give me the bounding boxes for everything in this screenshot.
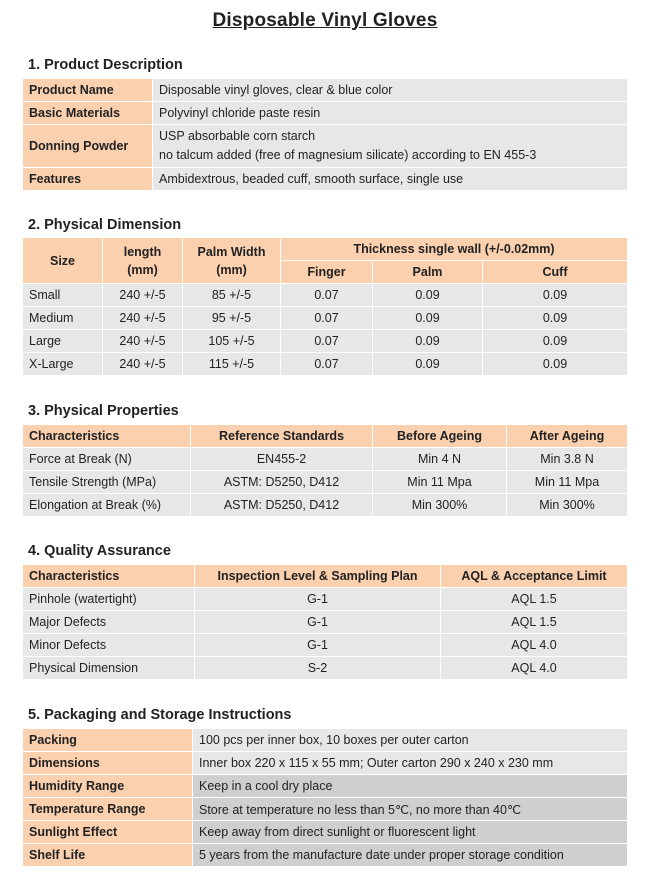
row-value: 100 pcs per inner box, 10 boxes per outer carton <box>193 729 628 752</box>
row-value: Keep in a cool dry place <box>193 775 628 798</box>
section-heading-physical-properties: 3. Physical Properties <box>28 403 179 419</box>
table-row <box>23 471 628 494</box>
cell: Tensile Strength (MPa) <box>23 471 191 494</box>
row-value-line: USP absorbable corn starch <box>159 129 316 143</box>
cell: Pinhole (watertight) <box>23 588 195 611</box>
table-row <box>23 79 628 102</box>
cell: AQL 4.0 <box>441 634 628 657</box>
cell-cuff: 0.09 <box>483 330 628 353</box>
cell-palm: 0.09 <box>373 330 483 353</box>
cell: Minor Defects <box>23 634 195 657</box>
cell-size: Large <box>23 330 103 353</box>
table-row <box>23 657 628 680</box>
table-header-row <box>23 425 628 448</box>
cell-palm: 0.09 <box>373 353 483 376</box>
table-row <box>23 125 628 168</box>
table-row <box>23 448 628 471</box>
section-heading-packaging-storage: 5. Packaging and Storage Instructions <box>28 707 292 723</box>
table-row <box>23 729 628 752</box>
cell: Min 300% <box>507 494 628 517</box>
row-label: Shelf Life <box>23 844 193 867</box>
table-row <box>23 102 628 125</box>
column-header: Inspection Level & Sampling Plan <box>195 565 441 588</box>
column-header-length <box>103 238 183 284</box>
cell-finger: 0.07 <box>281 353 373 376</box>
row-label: Product Name <box>23 79 153 102</box>
cell-cuff: 0.09 <box>483 284 628 307</box>
cell: Min 3.8 N <box>507 448 628 471</box>
row-label: Basic Materials <box>23 102 153 125</box>
table-row <box>23 634 628 657</box>
cell-finger: 0.07 <box>281 307 373 330</box>
cell-length: 240 +/-5 <box>103 353 183 376</box>
quality-assurance-table <box>22 564 628 680</box>
row-label: Temperature Range <box>23 798 193 821</box>
column-header-finger: Finger <box>281 261 373 284</box>
row-value: Polyvinyl chloride paste resin <box>153 102 628 125</box>
column-header: Reference Standards <box>191 425 373 448</box>
table-row <box>23 168 628 191</box>
table-row <box>23 798 628 821</box>
section-heading-product-description: 1. Product Description <box>28 57 183 73</box>
row-label: Packing <box>23 729 193 752</box>
cell-finger: 0.07 <box>281 284 373 307</box>
column-header-palm-width-line: Palm Width <box>197 244 266 259</box>
table-row <box>23 353 628 376</box>
cell: Physical Dimension <box>23 657 195 680</box>
column-header-cuff: Cuff <box>483 261 628 284</box>
column-header: Characteristics <box>23 425 191 448</box>
row-value: Inner box 220 x 115 x 55 mm; Outer carton 290 x 240 x 230 mm <box>193 752 628 775</box>
table-row <box>23 284 628 307</box>
cell-length: 240 +/-5 <box>103 284 183 307</box>
row-label: Donning Powder <box>23 125 153 168</box>
packaging-storage-table <box>22 728 628 867</box>
cell-palm-width: 105 +/-5 <box>183 330 281 353</box>
cell: AQL 4.0 <box>441 657 628 680</box>
cell-size: X-Large <box>23 353 103 376</box>
column-header: Characteristics <box>23 565 195 588</box>
row-label: Dimensions <box>23 752 193 775</box>
table-row <box>23 611 628 634</box>
table-header-row <box>23 238 628 261</box>
table-row <box>23 588 628 611</box>
row-label: Sunlight Effect <box>23 821 193 844</box>
table-row <box>23 307 628 330</box>
table-row <box>23 844 628 867</box>
column-header-palm: Palm <box>373 261 483 284</box>
cell: Min 300% <box>373 494 507 517</box>
cell: G-1 <box>195 611 441 634</box>
row-value <box>153 125 628 168</box>
cell: G-1 <box>195 634 441 657</box>
document-title: Disposable Vinyl Gloves <box>212 10 438 31</box>
cell: G-1 <box>195 588 441 611</box>
column-header-length-unit: (mm) <box>127 262 158 277</box>
cell: AQL 1.5 <box>441 588 628 611</box>
section-heading-quality-assurance: 4. Quality Assurance <box>28 543 171 559</box>
cell: Min 4 N <box>373 448 507 471</box>
column-header-thickness: Thickness single wall (+/-0.02mm) <box>281 238 628 261</box>
cell: Elongation at Break (%) <box>23 494 191 517</box>
cell-palm: 0.09 <box>373 307 483 330</box>
column-header-size: Size <box>23 238 103 284</box>
cell-palm-width: 115 +/-5 <box>183 353 281 376</box>
column-header: After Ageing <box>507 425 628 448</box>
row-value: Store at temperature no less than 5℃, no more than 40℃ <box>193 798 628 821</box>
physical-dimension-table <box>22 237 628 376</box>
cell: AQL 1.5 <box>441 611 628 634</box>
cell: S-2 <box>195 657 441 680</box>
cell-palm-width: 95 +/-5 <box>183 307 281 330</box>
column-header-palm-width <box>183 238 281 284</box>
cell-length: 240 +/-5 <box>103 330 183 353</box>
table-row <box>23 775 628 798</box>
column-header: AQL & Acceptance Limit <box>441 565 628 588</box>
row-value: Disposable vinyl gloves, clear & blue color <box>153 79 628 102</box>
column-header: Before Ageing <box>373 425 507 448</box>
cell: ASTM: D5250, D412 <box>191 494 373 517</box>
cell-cuff: 0.09 <box>483 307 628 330</box>
cell-palm: 0.09 <box>373 284 483 307</box>
cell-length: 240 +/-5 <box>103 307 183 330</box>
cell: Major Defects <box>23 611 195 634</box>
row-value: Keep away from direct sunlight or fluorescent light <box>193 821 628 844</box>
row-value: 5 years from the manufacture date under proper storage condition <box>193 844 628 867</box>
table-row <box>23 330 628 353</box>
row-label: Features <box>23 168 153 191</box>
table-row <box>23 494 628 517</box>
column-header-palm-width-unit: (mm) <box>216 262 247 277</box>
product-description-table <box>22 78 628 191</box>
table-header-row <box>23 565 628 588</box>
cell-size: Small <box>23 284 103 307</box>
column-header-length-line: length <box>123 244 162 259</box>
cell-finger: 0.07 <box>281 330 373 353</box>
table-row <box>23 752 628 775</box>
row-value-line: no talcum added (free of magnesium silicate) according to EN 455-3 <box>159 148 537 162</box>
physical-properties-table <box>22 424 628 517</box>
cell: Min 11 Mpa <box>507 471 628 494</box>
cell: Min 11 Mpa <box>373 471 507 494</box>
cell-palm-width: 85 +/-5 <box>183 284 281 307</box>
row-label: Humidity Range <box>23 775 193 798</box>
section-heading-physical-dimension: 2. Physical Dimension <box>28 217 182 233</box>
cell-size: Medium <box>23 307 103 330</box>
row-value: Ambidextrous, beaded cuff, smooth surface, single use <box>153 168 628 191</box>
cell: Force at Break (N) <box>23 448 191 471</box>
cell: ASTM: D5250, D412 <box>191 471 373 494</box>
cell-cuff: 0.09 <box>483 353 628 376</box>
cell: EN455-2 <box>191 448 373 471</box>
table-row <box>23 821 628 844</box>
